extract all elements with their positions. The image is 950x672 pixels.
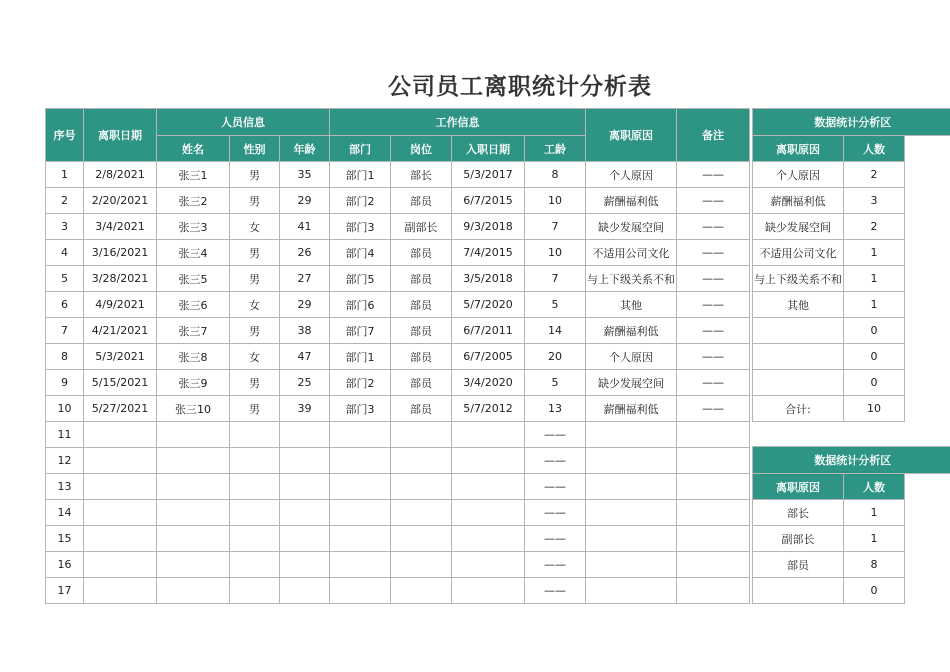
cell-name: 张三3 (157, 214, 230, 240)
stats-spacer (905, 240, 950, 266)
cell-note: —— (677, 292, 750, 318)
cell-position: 部员 (391, 370, 452, 396)
cell-position (391, 474, 452, 500)
cell-position: 副部长 (391, 214, 452, 240)
cell-seq: 13 (46, 474, 84, 500)
cell-join-date: 7/4/2015 (452, 240, 525, 266)
stats-count: 1 (844, 266, 905, 292)
cell-join-date (452, 422, 525, 448)
cell-position: 部员 (391, 240, 452, 266)
cell-age: 38 (280, 318, 330, 344)
cell-seq: 11 (46, 422, 84, 448)
cell-position: 部员 (391, 188, 452, 214)
cell-position (391, 500, 452, 526)
cell-date: 5/3/2021 (84, 344, 157, 370)
cell-note: —— (677, 344, 750, 370)
cell-age: 27 (280, 266, 330, 292)
cell-tenure: 10 (525, 188, 586, 214)
cell-age (280, 422, 330, 448)
cell-join-date: 6/7/2005 (452, 344, 525, 370)
cell-date: 4/9/2021 (84, 292, 157, 318)
stats-count: 1 (844, 526, 905, 552)
stats-reason-col-reason: 离职原因 (753, 136, 844, 162)
cell-dept: 部门5 (330, 266, 391, 292)
stats-position-col-reason: 离职原因 (753, 474, 844, 500)
cell-tenure: 10 (525, 240, 586, 266)
cell-join-date: 5/7/2020 (452, 292, 525, 318)
cell-position: 部长 (391, 162, 452, 188)
cell-tenure: —— (525, 552, 586, 578)
stats-row (753, 344, 950, 370)
cell-join-date: 5/3/2017 (452, 162, 525, 188)
cell-join-date (452, 526, 525, 552)
cell-seq: 7 (46, 318, 84, 344)
stats-spacer (905, 266, 950, 292)
cell-date (84, 526, 157, 552)
cell-age: 25 (280, 370, 330, 396)
cell-gender: 男 (230, 370, 280, 396)
header-join-date: 入职日期 (452, 136, 525, 162)
table-row (46, 500, 750, 526)
cell-gender (230, 474, 280, 500)
cell-tenure: 20 (525, 344, 586, 370)
cell-tenure: —— (525, 422, 586, 448)
header-gender: 性别 (230, 136, 280, 162)
cell-age (280, 578, 330, 604)
cell-name (157, 448, 230, 474)
stats-label: 部员 (753, 552, 844, 578)
cell-age: 29 (280, 188, 330, 214)
cell-seq: 12 (46, 448, 84, 474)
cell-dept (330, 448, 391, 474)
stats-spacer (905, 526, 950, 552)
cell-date: 3/4/2021 (84, 214, 157, 240)
stats-row (753, 240, 950, 266)
cell-reason (586, 474, 677, 500)
cell-dept (330, 526, 391, 552)
cell-seq: 2 (46, 188, 84, 214)
cell-dept: 部门7 (330, 318, 391, 344)
cell-position: 部员 (391, 292, 452, 318)
cell-date: 5/27/2021 (84, 396, 157, 422)
stats-row (753, 526, 950, 552)
cell-note: —— (677, 318, 750, 344)
cell-tenure: —— (525, 526, 586, 552)
table-row (46, 318, 750, 344)
stats-row (753, 370, 950, 396)
cell-note: —— (677, 240, 750, 266)
cell-dept: 部门2 (330, 370, 391, 396)
cell-name (157, 422, 230, 448)
cell-dept (330, 552, 391, 578)
cell-name: 张三5 (157, 266, 230, 292)
cell-tenure: 7 (525, 214, 586, 240)
header-work-group: 工作信息 (330, 109, 586, 136)
stats-position-col-count: 人数 (844, 474, 905, 500)
header-seq: 序号 (46, 109, 84, 162)
stats-spacer (905, 552, 950, 578)
resignation-table (45, 108, 750, 604)
cell-tenure: 5 (525, 292, 586, 318)
cell-dept: 部门6 (330, 292, 391, 318)
cell-name: 张三7 (157, 318, 230, 344)
cell-name: 张三6 (157, 292, 230, 318)
table-row (46, 266, 750, 292)
stats-label: 部长 (753, 500, 844, 526)
stats-spacer (905, 370, 950, 396)
cell-tenure: 13 (525, 396, 586, 422)
stats-row (753, 500, 950, 526)
cell-gender (230, 500, 280, 526)
cell-reason: 不适用公司文化 (586, 240, 677, 266)
header-age: 年龄 (280, 136, 330, 162)
cell-position (391, 552, 452, 578)
cell-gender: 男 (230, 318, 280, 344)
stats-count: 2 (844, 214, 905, 240)
cell-dept (330, 578, 391, 604)
cell-gender: 男 (230, 266, 280, 292)
stats-label (753, 318, 844, 344)
cell-join-date (452, 578, 525, 604)
cell-name (157, 474, 230, 500)
stats-row (753, 214, 950, 240)
stats-spacer (905, 188, 950, 214)
cell-date (84, 500, 157, 526)
cell-reason (586, 448, 677, 474)
cell-reason (586, 422, 677, 448)
table-row (46, 188, 750, 214)
stats-label (753, 344, 844, 370)
header-date: 离职日期 (84, 109, 157, 162)
cell-note: —— (677, 188, 750, 214)
stats-spacer (905, 344, 950, 370)
cell-note: —— (677, 370, 750, 396)
cell-age: 26 (280, 240, 330, 266)
cell-note (677, 422, 750, 448)
cell-note (677, 500, 750, 526)
header-name: 姓名 (157, 136, 230, 162)
stats-row (753, 292, 950, 318)
table-row (46, 214, 750, 240)
header-dept: 部门 (330, 136, 391, 162)
cell-join-date: 9/3/2018 (452, 214, 525, 240)
table-row (46, 474, 750, 500)
stats-label: 其他 (753, 292, 844, 318)
cell-gender: 男 (230, 162, 280, 188)
cell-name: 张三8 (157, 344, 230, 370)
cell-gender: 男 (230, 188, 280, 214)
cell-note: —— (677, 162, 750, 188)
cell-gender: 女 (230, 344, 280, 370)
cell-name (157, 526, 230, 552)
cell-dept (330, 474, 391, 500)
cell-gender (230, 578, 280, 604)
cell-dept (330, 500, 391, 526)
stats-row (753, 266, 950, 292)
cell-tenure: 8 (525, 162, 586, 188)
stats-count: 0 (844, 578, 905, 604)
cell-tenure: —— (525, 448, 586, 474)
cell-note (677, 474, 750, 500)
cell-dept: 部门1 (330, 344, 391, 370)
header-tenure: 工龄 (525, 136, 586, 162)
cell-reason: 缺少发展空间 (586, 370, 677, 396)
cell-join-date: 3/4/2020 (452, 370, 525, 396)
cell-note (677, 448, 750, 474)
cell-seq: 17 (46, 578, 84, 604)
cell-reason: 缺少发展空间 (586, 214, 677, 240)
header-note: 备注 (677, 109, 750, 162)
cell-tenure: —— (525, 500, 586, 526)
stats-spacer (905, 214, 950, 240)
cell-name (157, 552, 230, 578)
cell-date: 2/8/2021 (84, 162, 157, 188)
cell-date: 4/21/2021 (84, 318, 157, 344)
cell-dept: 部门1 (330, 162, 391, 188)
stats-reason-caption: 数据统计分析区 (753, 109, 950, 136)
header-position: 岗位 (391, 136, 452, 162)
cell-position: 部员 (391, 318, 452, 344)
cell-tenure: 7 (525, 266, 586, 292)
cell-age (280, 448, 330, 474)
cell-age: 35 (280, 162, 330, 188)
cell-position: 部员 (391, 396, 452, 422)
cell-gender: 男 (230, 240, 280, 266)
stats-row (753, 188, 950, 214)
stats-label: 不适用公司文化 (753, 240, 844, 266)
stats-row (753, 552, 950, 578)
page-title: 公司员工离职统计分析表 (388, 74, 652, 100)
stats-reason-table (752, 108, 950, 422)
cell-reason: 薪酬福利低 (586, 396, 677, 422)
cell-join-date (452, 448, 525, 474)
cell-tenure: 5 (525, 370, 586, 396)
stats-count: 3 (844, 188, 905, 214)
cell-reason (586, 500, 677, 526)
cell-join-date (452, 474, 525, 500)
cell-age (280, 500, 330, 526)
cell-gender: 男 (230, 396, 280, 422)
cell-date (84, 578, 157, 604)
cell-age (280, 552, 330, 578)
table-row (46, 396, 750, 422)
cell-join-date: 3/5/2018 (452, 266, 525, 292)
stats-count: 0 (844, 370, 905, 396)
cell-seq: 5 (46, 266, 84, 292)
table-row (46, 422, 750, 448)
table-row (46, 240, 750, 266)
stats-count: 1 (844, 292, 905, 318)
cell-date (84, 474, 157, 500)
stats-spacer (905, 292, 950, 318)
cell-date (84, 422, 157, 448)
cell-reason: 其他 (586, 292, 677, 318)
cell-date: 3/16/2021 (84, 240, 157, 266)
table-row (46, 292, 750, 318)
cell-gender (230, 526, 280, 552)
cell-position (391, 448, 452, 474)
stats-label (753, 578, 844, 604)
stats-spacer (905, 578, 950, 604)
cell-gender (230, 552, 280, 578)
cell-join-date: 6/7/2011 (452, 318, 525, 344)
cell-join-date: 5/7/2012 (452, 396, 525, 422)
cell-age: 41 (280, 214, 330, 240)
cell-age (280, 474, 330, 500)
stats-row (753, 578, 950, 604)
table-row (46, 344, 750, 370)
cell-age: 29 (280, 292, 330, 318)
table-row (46, 552, 750, 578)
cell-name: 张三10 (157, 396, 230, 422)
cell-position (391, 526, 452, 552)
stats-reason-spacer (905, 136, 950, 162)
cell-name: 张三2 (157, 188, 230, 214)
cell-gender (230, 422, 280, 448)
cell-note: —— (677, 396, 750, 422)
cell-dept: 部门3 (330, 214, 391, 240)
cell-join-date (452, 552, 525, 578)
cell-date: 3/28/2021 (84, 266, 157, 292)
stats-count: 0 (844, 318, 905, 344)
table-row (46, 526, 750, 552)
cell-join-date: 6/7/2015 (452, 188, 525, 214)
table-row (46, 578, 750, 604)
stats-spacer (905, 162, 950, 188)
header-person-group: 人员信息 (157, 109, 330, 136)
cell-seq: 4 (46, 240, 84, 266)
stats-position-table (752, 446, 950, 604)
stats-label: 薪酬福利低 (753, 188, 844, 214)
cell-name: 张三9 (157, 370, 230, 396)
cell-dept (330, 422, 391, 448)
cell-name (157, 500, 230, 526)
cell-seq: 16 (46, 552, 84, 578)
cell-reason (586, 526, 677, 552)
cell-reason (586, 552, 677, 578)
cell-tenure: —— (525, 578, 586, 604)
cell-join-date (452, 500, 525, 526)
stats-count: 10 (844, 396, 905, 422)
cell-dept: 部门4 (330, 240, 391, 266)
cell-gender (230, 448, 280, 474)
cell-position: 部员 (391, 266, 452, 292)
table-row (46, 448, 750, 474)
cell-reason: 个人原因 (586, 162, 677, 188)
stats-row (753, 318, 950, 344)
stats-row (753, 396, 950, 422)
cell-note (677, 552, 750, 578)
stats-position-spacer (905, 474, 950, 500)
cell-seq: 15 (46, 526, 84, 552)
cell-date (84, 448, 157, 474)
cell-date: 5/15/2021 (84, 370, 157, 396)
stats-label: 缺少发展空间 (753, 214, 844, 240)
stats-reason-col-count: 人数 (844, 136, 905, 162)
cell-position (391, 422, 452, 448)
cell-position (391, 578, 452, 604)
cell-age: 47 (280, 344, 330, 370)
cell-reason: 与上下级关系不和 (586, 266, 677, 292)
cell-seq: 14 (46, 500, 84, 526)
cell-age (280, 526, 330, 552)
cell-reason: 个人原因 (586, 344, 677, 370)
cell-seq: 3 (46, 214, 84, 240)
cell-seq: 1 (46, 162, 84, 188)
cell-seq: 6 (46, 292, 84, 318)
cell-reason: 薪酬福利低 (586, 318, 677, 344)
stats-label: 与上下级关系不和 (753, 266, 844, 292)
stats-spacer (905, 318, 950, 344)
stats-count: 8 (844, 552, 905, 578)
cell-seq: 9 (46, 370, 84, 396)
cell-date: 2/20/2021 (84, 188, 157, 214)
cell-dept: 部门2 (330, 188, 391, 214)
cell-position: 部员 (391, 344, 452, 370)
stats-label: 个人原因 (753, 162, 844, 188)
cell-gender: 女 (230, 292, 280, 318)
cell-note: —— (677, 266, 750, 292)
cell-note (677, 526, 750, 552)
stats-spacer (905, 500, 950, 526)
cell-age: 39 (280, 396, 330, 422)
table-row (46, 370, 750, 396)
table-row (46, 162, 750, 188)
stats-count: 1 (844, 500, 905, 526)
stats-label: 副部长 (753, 526, 844, 552)
cell-tenure: 14 (525, 318, 586, 344)
stats-label (753, 370, 844, 396)
stats-position-caption: 数据统计分析区 (753, 447, 950, 474)
stats-count: 1 (844, 240, 905, 266)
cell-name: 张三4 (157, 240, 230, 266)
cell-seq: 8 (46, 344, 84, 370)
header-reason: 离职原因 (586, 109, 677, 162)
cell-note: —— (677, 214, 750, 240)
cell-dept: 部门3 (330, 396, 391, 422)
cell-name: 张三1 (157, 162, 230, 188)
stats-spacer (905, 396, 950, 422)
stats-row (753, 162, 950, 188)
cell-reason (586, 578, 677, 604)
cell-gender: 女 (230, 214, 280, 240)
cell-date (84, 552, 157, 578)
cell-note (677, 578, 750, 604)
stats-label: 合计: (753, 396, 844, 422)
stats-count: 0 (844, 344, 905, 370)
cell-reason: 薪酬福利低 (586, 188, 677, 214)
cell-tenure: —— (525, 474, 586, 500)
cell-seq: 10 (46, 396, 84, 422)
cell-name (157, 578, 230, 604)
stats-count: 2 (844, 162, 905, 188)
